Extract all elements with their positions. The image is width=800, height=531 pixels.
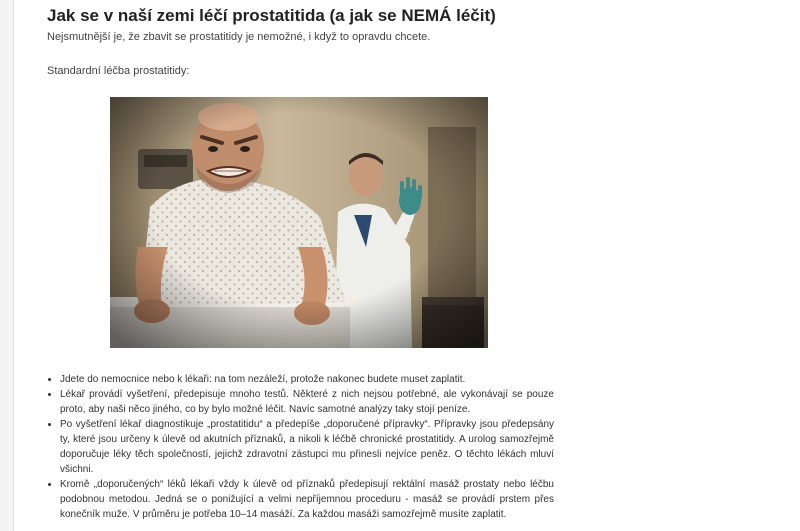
list-item: • Kromě „doporučených“ léků lékaři vždy k úlevě od příznaků předepisují rektální masáž prostaty nebo léčbu podobnou metodou. Jedná se o ponižující a velmi nepříjemnou proceduru - masáž se provádí prstem přes konečník muže. V průměru je potřeba 10–14 masáží. Za každou masáži samozřejmě musíte zaplatit. — [60, 477, 554, 522]
list-item: • Jdete do nemocnice nebo k lékaři: na tom nezáleží, protože nakonec budete muset zaplatit. — [60, 372, 554, 387]
article-subtitle: Nejsmutnější je, že zbavit se prostatitidy je nemožné, i když to opravdu chcete. — [47, 31, 431, 43]
list-item: • Lékař provádí vyšetření, předepisuje mnoho testů. Některé z nich nejsou potřebné, ale vykonávají se pouze proto, aby naši něco jiného, co by bylo možné léčit. Navíc samotné analýzy taky stojí peníze. — [60, 387, 554, 417]
photo-illustration — [110, 97, 488, 348]
treatment-steps-list — [46, 372, 554, 522]
list-item: • Po vyšetření lékař diagnostikuje „prostatitidu“ a předepíše „doporučené přípravky“. Přípravky jsou předepsány ty, které jsou určeny k úlevě od akutních příznaků, a nikoli k léčbě chronické prostatitidy. A urolog samozřejmě doporučuje léky těch společností, jejichž zdravotní zástupci mu přinesli nejvíce peněz. O těchto lékách mluví všichni. — [60, 417, 554, 477]
article-photo — [110, 97, 488, 348]
article-page — [13, 0, 800, 531]
standard-treatment-label: Standardní léčba prostatitidy: — [47, 65, 190, 77]
article-title: Jak se v naší zemi léčí prostatitida (a jak se NEMÁ léčit) — [47, 6, 496, 25]
